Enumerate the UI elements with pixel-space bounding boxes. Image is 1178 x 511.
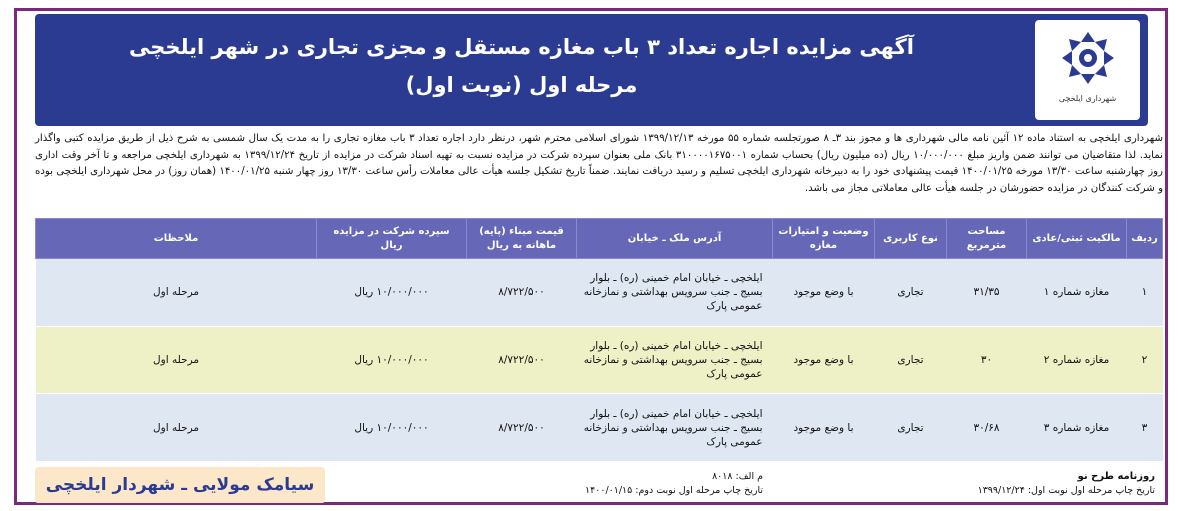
cell-deposit: ۱۰/۰۰۰/۰۰۰ ریال: [317, 259, 467, 327]
col-header-owner: مالکیت ثبتی/عادی: [1027, 219, 1127, 259]
newspaper-info: [978, 470, 1155, 498]
page-title: آگهی مزایده اجاره تعداد ۳ باب مغازه مستقل و مجزی تجاری در شهر ایلخچی: [129, 35, 914, 59]
cell-status: با وضع موجود: [773, 259, 875, 327]
cell-status: با وضع موجود: [773, 326, 875, 394]
cell-row-number: ۲: [1127, 326, 1163, 394]
cell-row-number: ۱: [1127, 259, 1163, 327]
cell-owner: مغازه شماره ۲: [1027, 326, 1127, 394]
newspaper-name: روزنامه طرح نو: [1077, 471, 1155, 482]
cell-usage: تجاری: [875, 394, 947, 462]
cell-usage: تجاری: [875, 259, 947, 327]
ad-code-info: [585, 470, 763, 498]
ad-code: م الف: ۸۰۱۸: [712, 471, 763, 482]
newspaper-print-date: تاریخ چاپ مرحله اول نوبت اول: ۱۳۹۹/۱۲/۲۴: [977, 485, 1155, 496]
cell-base-price: ۸/۷۲۲/۵۰۰: [467, 326, 577, 394]
header-banner: [35, 14, 1148, 126]
municipality-logo-icon: [1058, 28, 1118, 88]
cell-notes: مرحله اول: [36, 259, 317, 327]
col-header-notes: ملاحظات: [36, 219, 317, 259]
page-subtitle: مرحله اول (نوبت اول): [405, 73, 638, 97]
col-header-status: وضعیت و امتیازات مغازه: [773, 219, 875, 259]
col-header-row-number: ردیف: [1127, 219, 1163, 259]
table-row: [36, 394, 1163, 462]
cell-row-number: ۳: [1127, 394, 1163, 462]
cell-address: ایلخچی ـ خیابان امام خمینی (ره) ـ بلوار بسیج ـ جنب سرویس بهداشتی و نمازخانه عمومی پارک: [577, 326, 773, 394]
table-row: [36, 326, 1163, 394]
cell-owner: مغازه شماره ۱: [1027, 259, 1127, 327]
col-header-deposit: سپرده شرکت در مزایده ریال: [317, 219, 467, 259]
cell-notes: مرحله اول: [36, 326, 317, 394]
cell-notes: مرحله اول: [36, 394, 317, 462]
mayor-signature: سیامک مولایی ـ شهردار ایلخچی: [35, 467, 325, 503]
col-header-area: مساحت مترمربع: [947, 219, 1027, 259]
cell-owner: مغازه شماره ۳: [1027, 394, 1127, 462]
table-header-row: [36, 219, 1163, 259]
footer: [35, 467, 1163, 503]
col-header-address: آدرس ملک ـ خیابان: [577, 219, 773, 259]
intro-paragraph: شهرداری ایلخچی به استناد ماده ۱۲ آئین نامه مالی شهرداری ها و مجوز بند ۳ـ ۸ صورتجلسه شماره ۵۵ مورخه ۱۳۹۹/۱۲/۱۳ شورای اسلامی محترم شهر، درنظر دارد اجاره تعداد ۳ باب مغازه تجاری را به مدت یک سال شمسی به شرح ذیل از طریق مزایده کتبی واگذار نماید. لذا متقاضیان می توانند ضمن واریز مبلغ ۱۰/۰۰۰/۰۰۰ ریال (ده میلیون ریال) بحساب شماره ۳۱۰۰۰۰۱۶۷۵۰۰۱ بانک ملی بعنوان سپرده شرکت در مزایده نسبت به تهیه اسناد شرکت در مزایده از تاریخ ۱۳۹۹/۱۲/۲۴ به شهرداری ایلخچی مراجعه و تا آخر وقت اداری روز چهارشنبه ساعت ۱۳/۳۰ مورخه ۱۴۰۰/۰۱/۲۵ قیمت پیشنهادی خود را به دبیرخانه شهرداری ایلخچی تسلیم و رسید دریافت نمایند. ضمناً تاریخ تشکیل جلسه هیأت عالی معاملات رأس ساعت ۱۳/۳۰ روز چهار شنبه ۱۴۰۰/۰۱/۲۵ (همان روز) در محل شهرداری ایلخچی بوده و شرکت کنندگان در مزایده حضورشان در جلسه هیأت عالی معاملاتی مجاز می باشد.: [35, 133, 1163, 194]
auction-table: [35, 218, 1163, 462]
cell-deposit: ۱۰/۰۰۰/۰۰۰ ریال: [317, 326, 467, 394]
cell-base-price: ۸/۷۲۲/۵۰۰: [467, 394, 577, 462]
cell-area: ۳۱/۳۵: [947, 259, 1027, 327]
cell-area: ۳۰/۶۸: [947, 394, 1027, 462]
cell-deposit: ۱۰/۰۰۰/۰۰۰ ریال: [317, 394, 467, 462]
second-print-date: تاریخ چاپ مرحله اول نوبت دوم: ۱۴۰۰/۰۱/۱۵: [585, 485, 763, 496]
logo-box: [1035, 20, 1140, 120]
col-header-base-price: قیمت مبناء (پایه) ماهانه به ریال: [467, 219, 577, 259]
col-header-usage: نوع کاربری: [875, 219, 947, 259]
cell-status: با وضع موجود: [773, 394, 875, 462]
cell-address: ایلخچی ـ خیابان امام خمینی (ره) ـ بلوار بسیج ـ جنب سرویس بهداشتی و نمازخانه عمومی پارک: [577, 259, 773, 327]
title-block: [45, 28, 998, 104]
cell-base-price: ۸/۷۲۲/۵۰۰: [467, 259, 577, 327]
table-row: [36, 259, 1163, 327]
cell-address: ایلخچی ـ خیابان امام خمینی (ره) ـ بلوار بسیج ـ جنب سرویس بهداشتی و نمازخانه عمومی پارک: [577, 394, 773, 462]
cell-usage: تجاری: [875, 326, 947, 394]
cell-area: ۳۰: [947, 326, 1027, 394]
advertisement-frame: [14, 8, 1168, 505]
logo-caption: شهرداری ایلخچی: [1058, 94, 1117, 103]
